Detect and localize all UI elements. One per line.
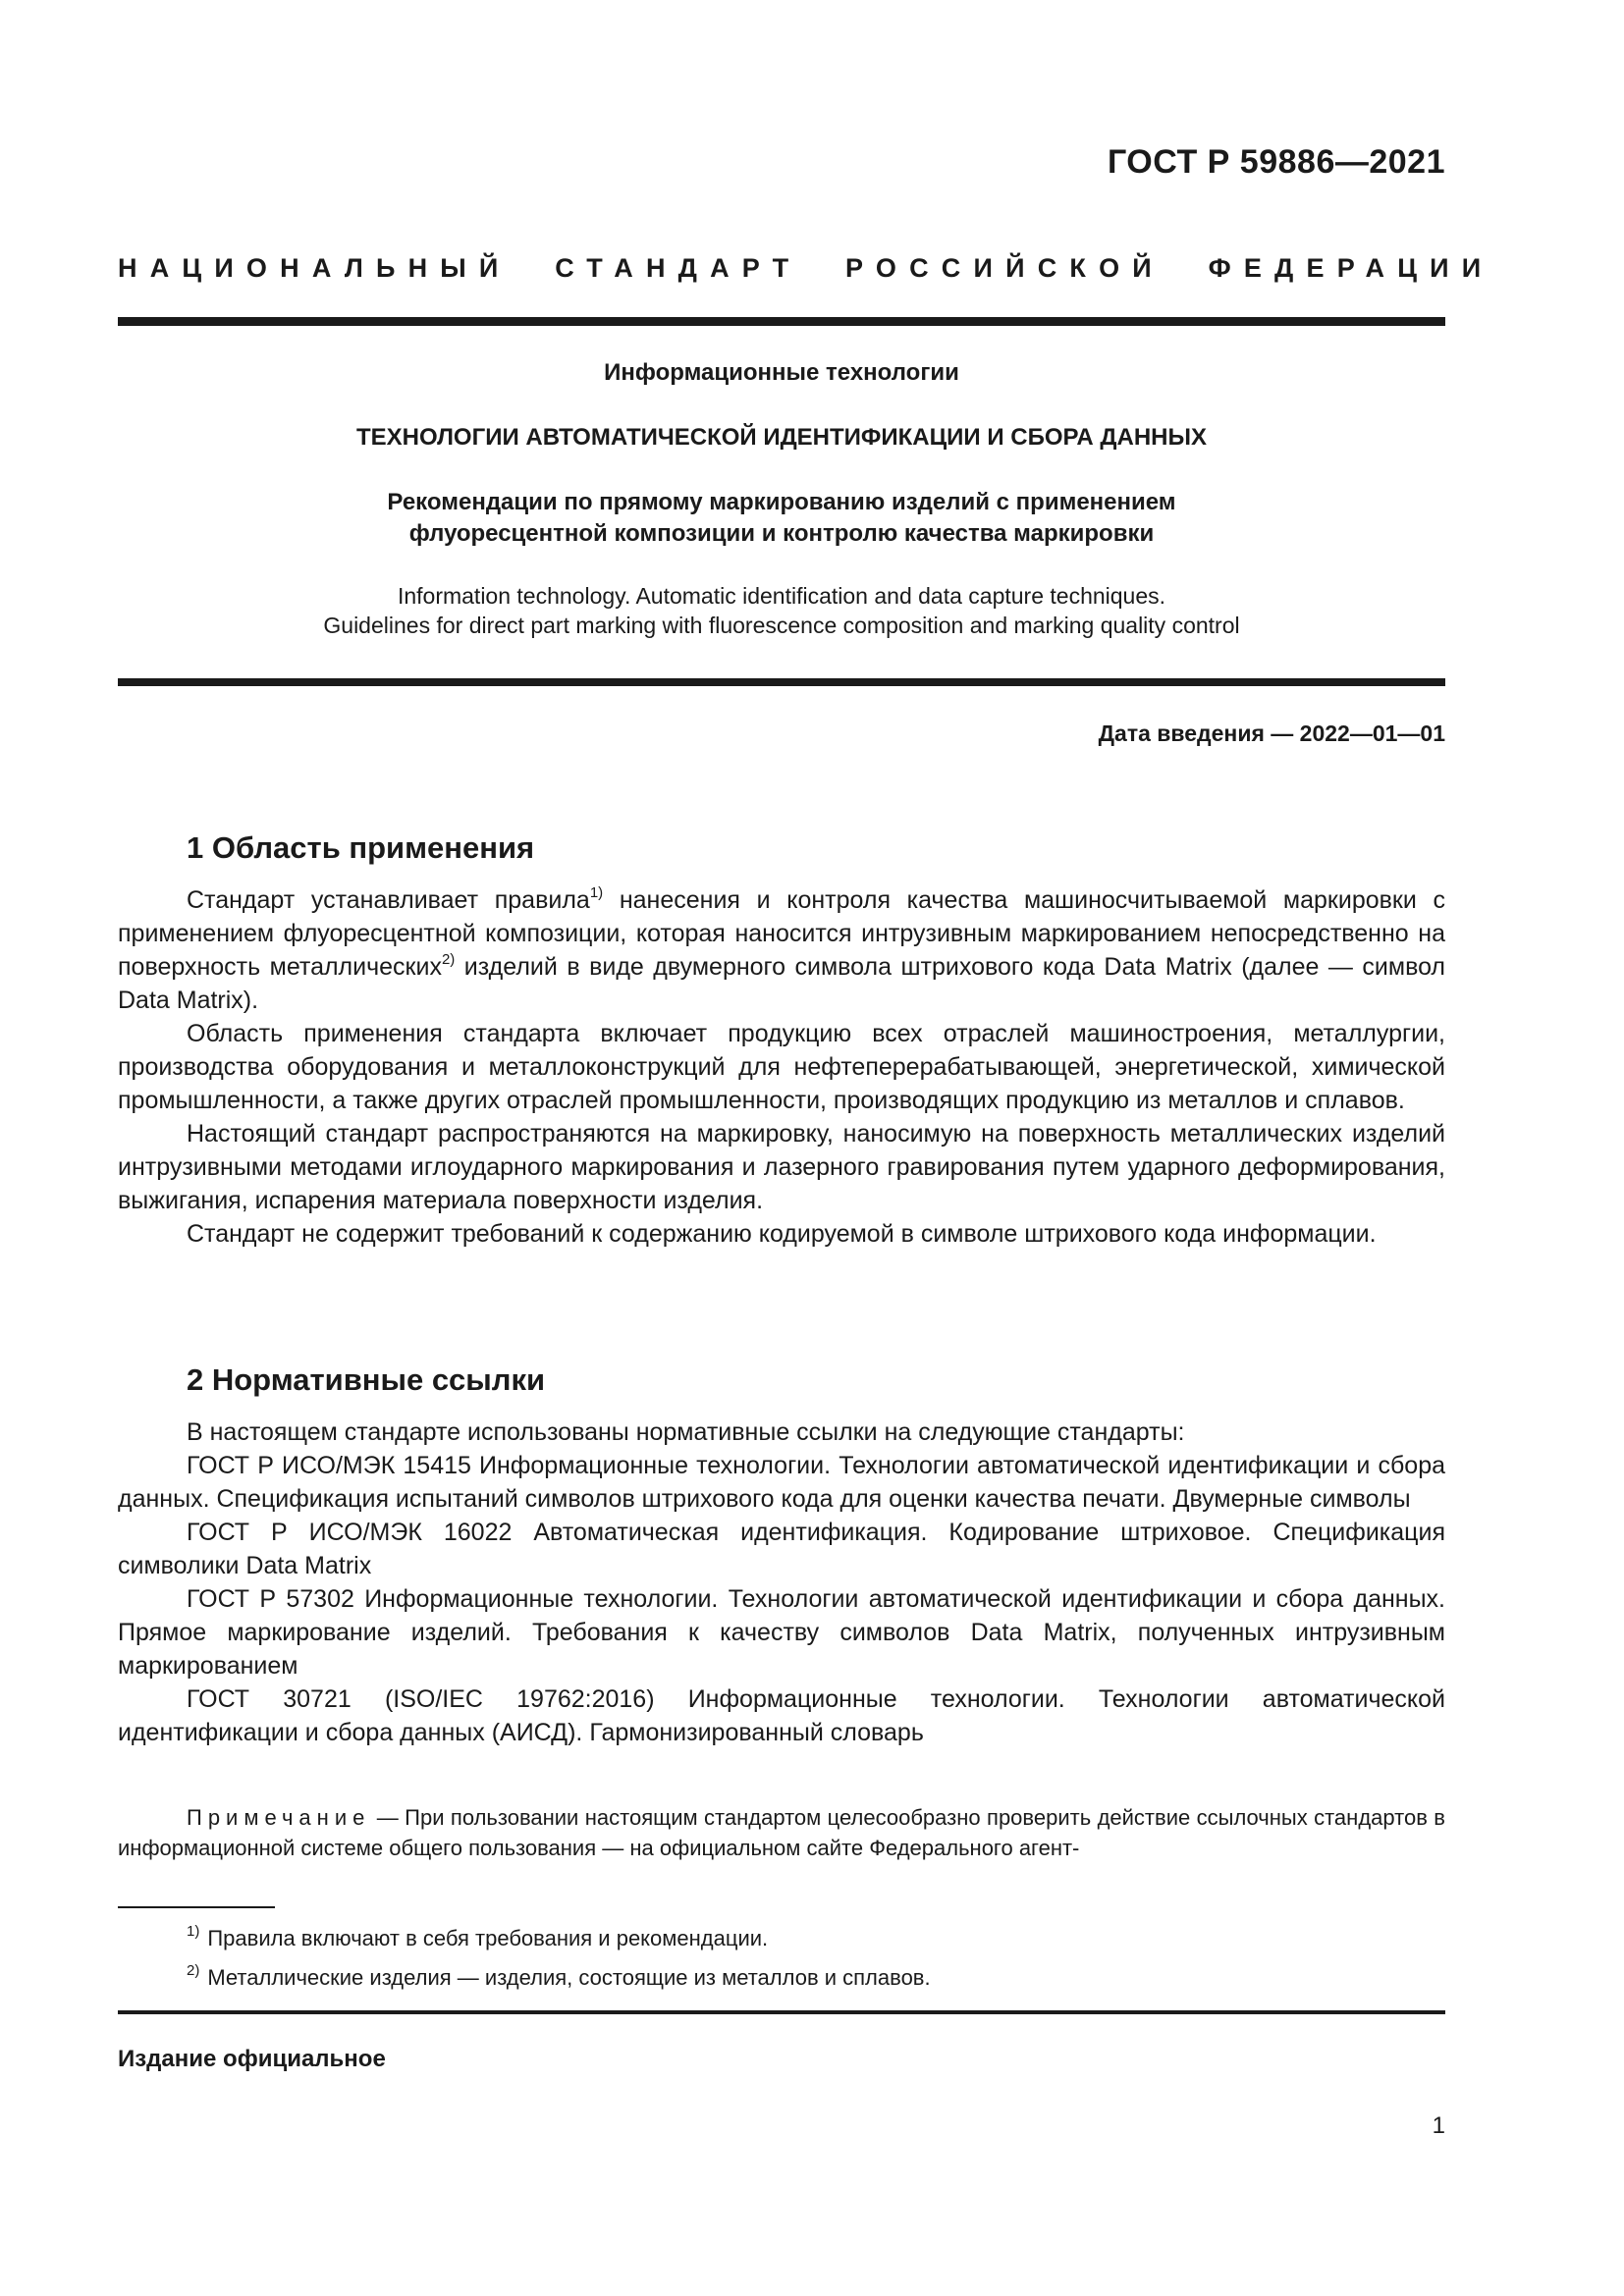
reference-gost-16022: ГОСТ Р ИСО/МЭК 16022 Автоматическая идентификация. Кодирование штриховое. Спецификация символики Data Matrix	[118, 1519, 1445, 1579]
subject-area: Информационные технологии	[604, 359, 959, 386]
reference-gost-15415: ГОСТ Р ИСО/МЭК 15415 Информационные технологии. Технологии автоматической идентификации и сбора данных. Спецификация испытаний символов штрихового кода для оценки качества печати. Двумерные символы	[118, 1452, 1445, 1513]
footer-divider	[118, 2010, 1445, 2014]
footnote-2-text: Металлические изделия — изделия, состоящие из металлов и сплавов.	[207, 1965, 931, 1990]
section-1-heading: 1 Область применения	[187, 830, 535, 865]
note	[118, 1802, 1445, 1863]
reference-gost-30721: ГОСТ 30721 (ISO/IEC 19762:2016) Информационные технологии. Технологии автоматической идентификации и сбора данных (АИСД). Гармонизированный словарь	[118, 1685, 1445, 1746]
subtitle-russian-line-2: флуоресцентной композиции и контролю качества маркировки	[408, 520, 1155, 547]
section-1-paragraph-1-part-a: Стандарт устанавливает правила	[187, 886, 590, 914]
subtitle-english	[118, 581, 1445, 640]
subtitle-english-line-2: Guidelines for direct part marking with fluorescence composition and marking quality control	[323, 613, 1240, 638]
note-label: Примечание	[187, 1805, 371, 1830]
section-2-paragraph-1: В настоящем стандарте использованы нормативные ссылки на следующие стандарты:	[187, 1418, 1185, 1446]
section-2-heading: 2 Нормативные ссылки	[187, 1362, 546, 1397]
note-paragraph	[118, 1802, 1445, 1863]
footnotes	[187, 1919, 931, 1998]
footnote-1	[187, 1919, 931, 1958]
subtitle-russian	[118, 487, 1445, 550]
national-standard-title: НАЦИОНАЛЬНЫЙ СТАНДАРТ РОССИЙСКОЙ ФЕДЕРАЦИИ	[118, 253, 1494, 283]
edition-label: Издание официальное	[118, 2046, 386, 2072]
section-2-body	[118, 1415, 1445, 1749]
main-title: ТЕХНОЛОГИИ АВТОМАТИЧЕСКОЙ ИДЕНТИФИКАЦИИ И СБОРА ДАННЫХ	[356, 424, 1207, 451]
footnote-2	[187, 1958, 931, 1998]
section-1-paragraph-1	[118, 883, 1445, 1017]
section-1-body	[118, 883, 1445, 1251]
document-code: ГОСТ Р 59886—2021	[1107, 143, 1445, 181]
header-divider	[118, 317, 1445, 326]
footnote-separator	[118, 1906, 275, 1908]
footnote-2-mark: 2)	[187, 1961, 200, 1979]
section-1-paragraph-4: Стандарт не содержит требований к содержанию кодируемой в символе штрихового кода информации.	[187, 1220, 1377, 1248]
section-1-paragraph-2: Область применения стандарта включает продукцию всех отраслей машиностроения, металлургии, производства оборудования и металлоконструкций для нефтеперерабатывающей, энергетической, химической промышленности, а также других отраслей промышленности, производящих продукцию из металлов и сплавов.	[118, 1020, 1445, 1114]
subtitle-english-line-1: Information technology. Automatic identification and data capture techniques.	[397, 583, 1166, 609]
title-divider	[118, 678, 1445, 686]
section-1-paragraph-3: Настоящий стандарт распространяются на маркировку, наносимую на поверхность металлических изделий интрузивными методами иглоударного маркирования и лазерного гравирования путем ударного деформирования, выжигания, испарения материала поверхности изделия.	[118, 1120, 1445, 1214]
section-1-paragraph-1-part-b: нанесения и контроля качества машиносчитываемой маркировки с применением флуоресцентной композиции, которая наносится интрузивным маркированием непосредственно на поверхность металлических	[118, 886, 1445, 981]
footnote-ref-1: 1)	[589, 883, 604, 901]
note-text: — При пользовании настоящим стандартом целесообразно проверить действие ссылочных стандартов в информационной системе общего пользования — на официальном сайте Федерального агент-	[118, 1805, 1445, 1860]
reference-gost-57302: ГОСТ Р 57302 Информационные технологии. Технологии автоматической идентификации и сбора данных. Прямое маркирование изделий. Требования к качеству символов Data Matrix, полученных интрузивным маркированием	[118, 1585, 1445, 1680]
footnote-1-text: Правила включают в себя требования и рекомендации.	[207, 1926, 769, 1950]
introduction-date: Дата введения — 2022—01—01	[1098, 721, 1445, 746]
subtitle-russian-line-1: Рекомендации по прямому маркированию изделий с применением	[387, 489, 1176, 515]
footnote-1-mark: 1)	[187, 1922, 200, 1940]
section-1-paragraph-1-part-c: изделий в виде двумерного символа штрихового кода Data Matrix (далее — символ Data Matrix).	[118, 953, 1446, 1014]
footnote-ref-2: 2)	[441, 950, 456, 968]
page-number: 1	[1432, 2112, 1445, 2139]
